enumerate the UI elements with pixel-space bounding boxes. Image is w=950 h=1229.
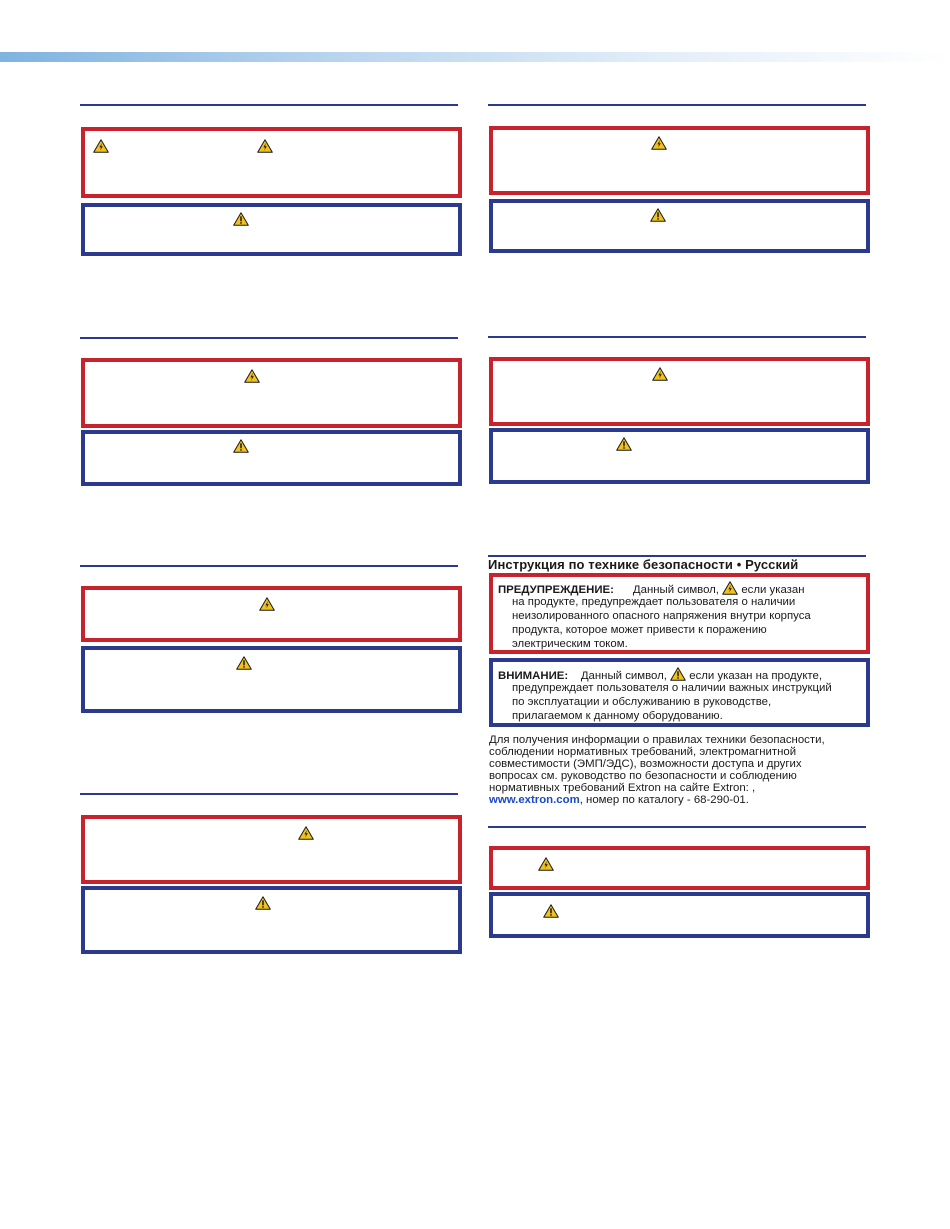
info-last-line (489, 794, 825, 806)
warning-box (81, 358, 462, 428)
warning-text: на продукте, предупреждает пользователя о наличии (512, 596, 796, 608)
warning-text: Данный символ, (632, 584, 719, 596)
section-rule (80, 104, 458, 106)
section-rule (488, 104, 866, 106)
section-title-russian: Инструкция по технике безопасности • Русский (488, 557, 799, 572)
exclamation-caution-icon (543, 904, 559, 918)
section-rule (80, 565, 458, 567)
warning-text: неизолированного опасного напряжения внутри корпуса (512, 610, 811, 622)
section-rule (80, 793, 458, 795)
extron-website-link[interactable]: www.extron.com (489, 794, 580, 806)
header-gradient-bar (0, 52, 950, 62)
lightning-warning-icon (259, 597, 275, 611)
exclamation-caution-icon (233, 212, 249, 226)
caution-text: прилагаемом к данному оборудованию. (512, 710, 723, 722)
info-text: вопросах см. руководство по безопасности и соблюдению (489, 770, 797, 782)
warning-text: если указан (741, 584, 805, 596)
info-text: соблюдении нормативных требований, электромагнитной (489, 746, 797, 758)
exclamation-caution-icon (233, 439, 249, 453)
caution-box (489, 892, 870, 938)
caution-text: по эксплуатации и обслуживанию в руководстве, (512, 696, 772, 708)
caution-box (81, 646, 462, 713)
caution-box-russian (489, 658, 870, 727)
lightning-warning-icon (651, 136, 667, 150)
caution-box (81, 203, 462, 256)
info-text: Для получения информации о правилах техники безопасности, (489, 734, 825, 746)
caution-label: ВНИМАНИЕ: (498, 670, 569, 682)
warning-box (489, 846, 870, 890)
caution-text: если указан на продукте, (689, 670, 823, 682)
info-text: , номер по каталогу - 68-290-01. (579, 794, 749, 806)
caution-box (489, 428, 870, 484)
exclamation-caution-icon (236, 656, 252, 670)
lightning-warning-icon (244, 369, 260, 383)
section-rule (488, 826, 866, 828)
warning-label: ПРЕДУПРЕЖДЕНИЕ: (498, 584, 614, 596)
warning-box (81, 815, 462, 884)
section-rule (488, 336, 866, 338)
section-rule (80, 337, 458, 339)
lightning-warning-icon (722, 581, 738, 595)
caution-text: предупреждает пользователя о наличии важных инструкций (512, 682, 832, 694)
warning-text: электрическим током. (512, 638, 628, 650)
caution-box (81, 886, 462, 954)
exclamation-caution-icon (650, 208, 666, 222)
exclamation-caution-icon (255, 896, 271, 910)
caution-text: Данный символ, (580, 670, 667, 682)
lightning-warning-icon (652, 367, 668, 381)
warning-box (489, 126, 870, 195)
warning-box (489, 357, 870, 426)
info-paragraph (489, 734, 825, 806)
lightning-warning-icon (298, 826, 314, 840)
warning-box-russian (489, 573, 870, 654)
warning-box (81, 586, 462, 642)
caution-box (489, 199, 870, 253)
info-text: нормативных требований Extron на сайте Extron: , (489, 782, 756, 794)
exclamation-caution-icon (616, 437, 632, 451)
warning-text: продукта, которое может привести к поражению (512, 624, 767, 636)
lightning-warning-icon (93, 139, 109, 153)
warning-box (81, 127, 462, 198)
lightning-warning-icon (257, 139, 273, 153)
exclamation-caution-icon (670, 667, 686, 681)
caution-box (81, 430, 462, 486)
lightning-warning-icon (538, 857, 554, 871)
info-text: совместимости (ЭМП/ЭДС), возможности доступа и других (489, 758, 802, 770)
